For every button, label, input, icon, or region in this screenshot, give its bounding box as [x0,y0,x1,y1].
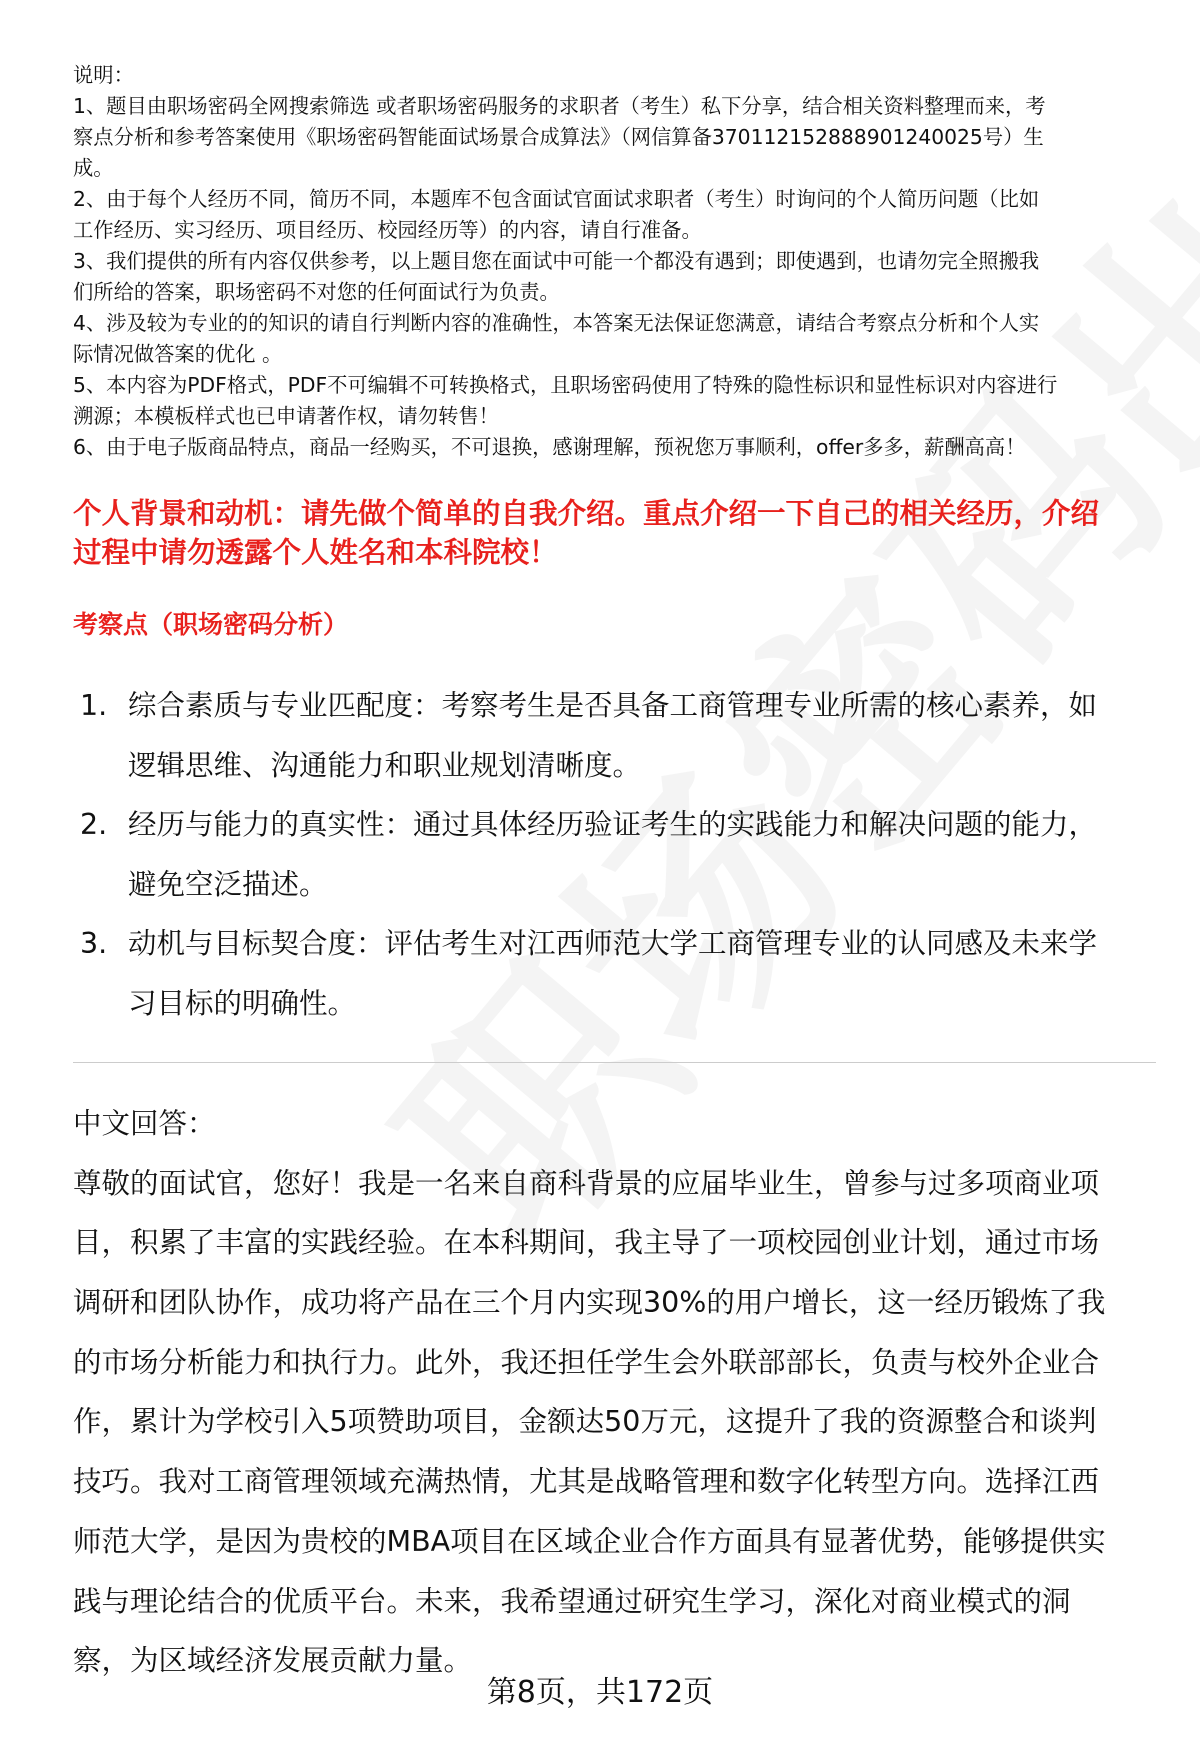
note-line: 2、由于每个人经历不同，简历不同，本题库不包含面试官面试求职者（考生）时询问的个人简历问题（比如 [73,187,1040,211]
question-heading [73,494,1099,572]
note-line: 工作经历、实习经历、项目经历、校园经历等）的内容，请自行准备。 [73,218,702,242]
note-line: 成。 [73,156,114,180]
answer-line: 师范大学，是因为贵校的MBA项目在区域企业合作方面具有显著优势，能够提供实 [73,1524,1106,1558]
note-line: 察点分析和参考答案使用《职场密码智能面试场景合成算法》（网信算备370112152888901240025号）生 [73,125,1044,149]
list-item [80,795,1097,914]
answer-line: 调研和团队协作，成功将产品在三个月内实现30%的用户增长，这一经历锻炼了我 [73,1286,1106,1320]
list-text: 避免空泛描述。 [128,867,328,901]
answer-line: 察，为区域经济发展贡献力量。 [73,1644,473,1678]
note-line: 际情况做答案的优化 。 [73,342,283,366]
list-number: 2. [80,808,108,841]
answer-line: 目，积累了丰富的实践经验。在本科期间，我主导了一项校园创业计划，通过市场 [73,1226,1100,1260]
list-item [80,676,1097,795]
list-number: 3. [80,927,108,960]
answer-line: 的市场分析能力和执行力。此外，我还担任学生会外联部部长，负责与校外企业合 [73,1345,1100,1379]
notes-title: 说明： [73,63,134,87]
note-line: 3、我们提供的所有内容仅供参考，以上题目您在面试中可能一个都没有遇到；即使遇到，也请勿完全照搬我 [73,249,1040,273]
note-line: 溯源；本模板样式也已申请著作权，请勿转售！ [73,404,499,428]
list-text: 动机与目标契合度：评估考生对江西师范大学工商管理专业的认同感及未来学 [128,927,1098,960]
note-line: 5、本内容为PDF格式，PDF不可编辑不可转换格式，且职场密码使用了特殊的隐性标识和显性标识对内容进行 [73,373,1058,397]
answer-line: 作，累计为学校引入5项赞助项目，金额达50万元，这提升了我的资源整合和谈判 [73,1405,1097,1439]
answer-title: 中文回答： [73,1107,216,1140]
note-line: 们所给的答案，职场密码不对您的任何面试行为负责。 [73,280,560,304]
question-line: 过程中请勿透露个人姓名和本科院校！ [73,536,558,569]
list-text: 习目标的明确性。 [128,986,357,1020]
analysis-list [80,676,1097,1033]
analysis-title: 考察点（职场密码分析） [73,610,349,639]
answer-line: 技巧。我对工商管理领域充满热情，尤其是战略管理和数字化转型方向。选择江西 [73,1465,1100,1499]
answer-line: 践与理论结合的优质平台。未来，我希望通过研究生学习，深化对商业模式的洞 [73,1584,1071,1618]
list-text: 经历与能力的真实性：通过具体经历验证考生的实践能力和解决问题的能力， [128,808,1098,841]
note-line: 4、涉及较为专业的的知识的请自行判断内容的准确性，本答案无法保证您满意，请结合考察点分析和个人实 [73,311,1040,335]
list-item [80,914,1097,1033]
disclaimer-notes [73,60,1057,463]
list-number: 1. [80,689,108,722]
question-line: 个人背景和动机：请先做个简单的自我介绍。重点介绍一下自己的相关经历，介绍 [73,497,1100,530]
answer-section [73,1094,1106,1691]
note-line: 1、题目由职场密码全网搜索筛选 或者职场密码服务的求职者（考生）私下分享，结合相关资料整理而来，考 [73,94,1046,118]
page-number: 第8页，共172页 [486,1675,714,1710]
answer-line: 尊敬的面试官，您好！我是一名来自商科背景的应届毕业生，曾参与过多项商业项 [73,1166,1100,1200]
list-text: 逻辑思维、沟通能力和职业规划清晰度。 [128,748,642,782]
section-divider [73,1062,1156,1063]
list-text: 综合素质与专业匹配度：考察考生是否具备工商管理专业所需的核心素养，如 [128,689,1098,722]
note-line: 6、由于电子版商品特点，商品一经购买，不可退换，感谢理解，预祝您万事顺利，offer多多，薪酬高高！ [73,435,1026,459]
